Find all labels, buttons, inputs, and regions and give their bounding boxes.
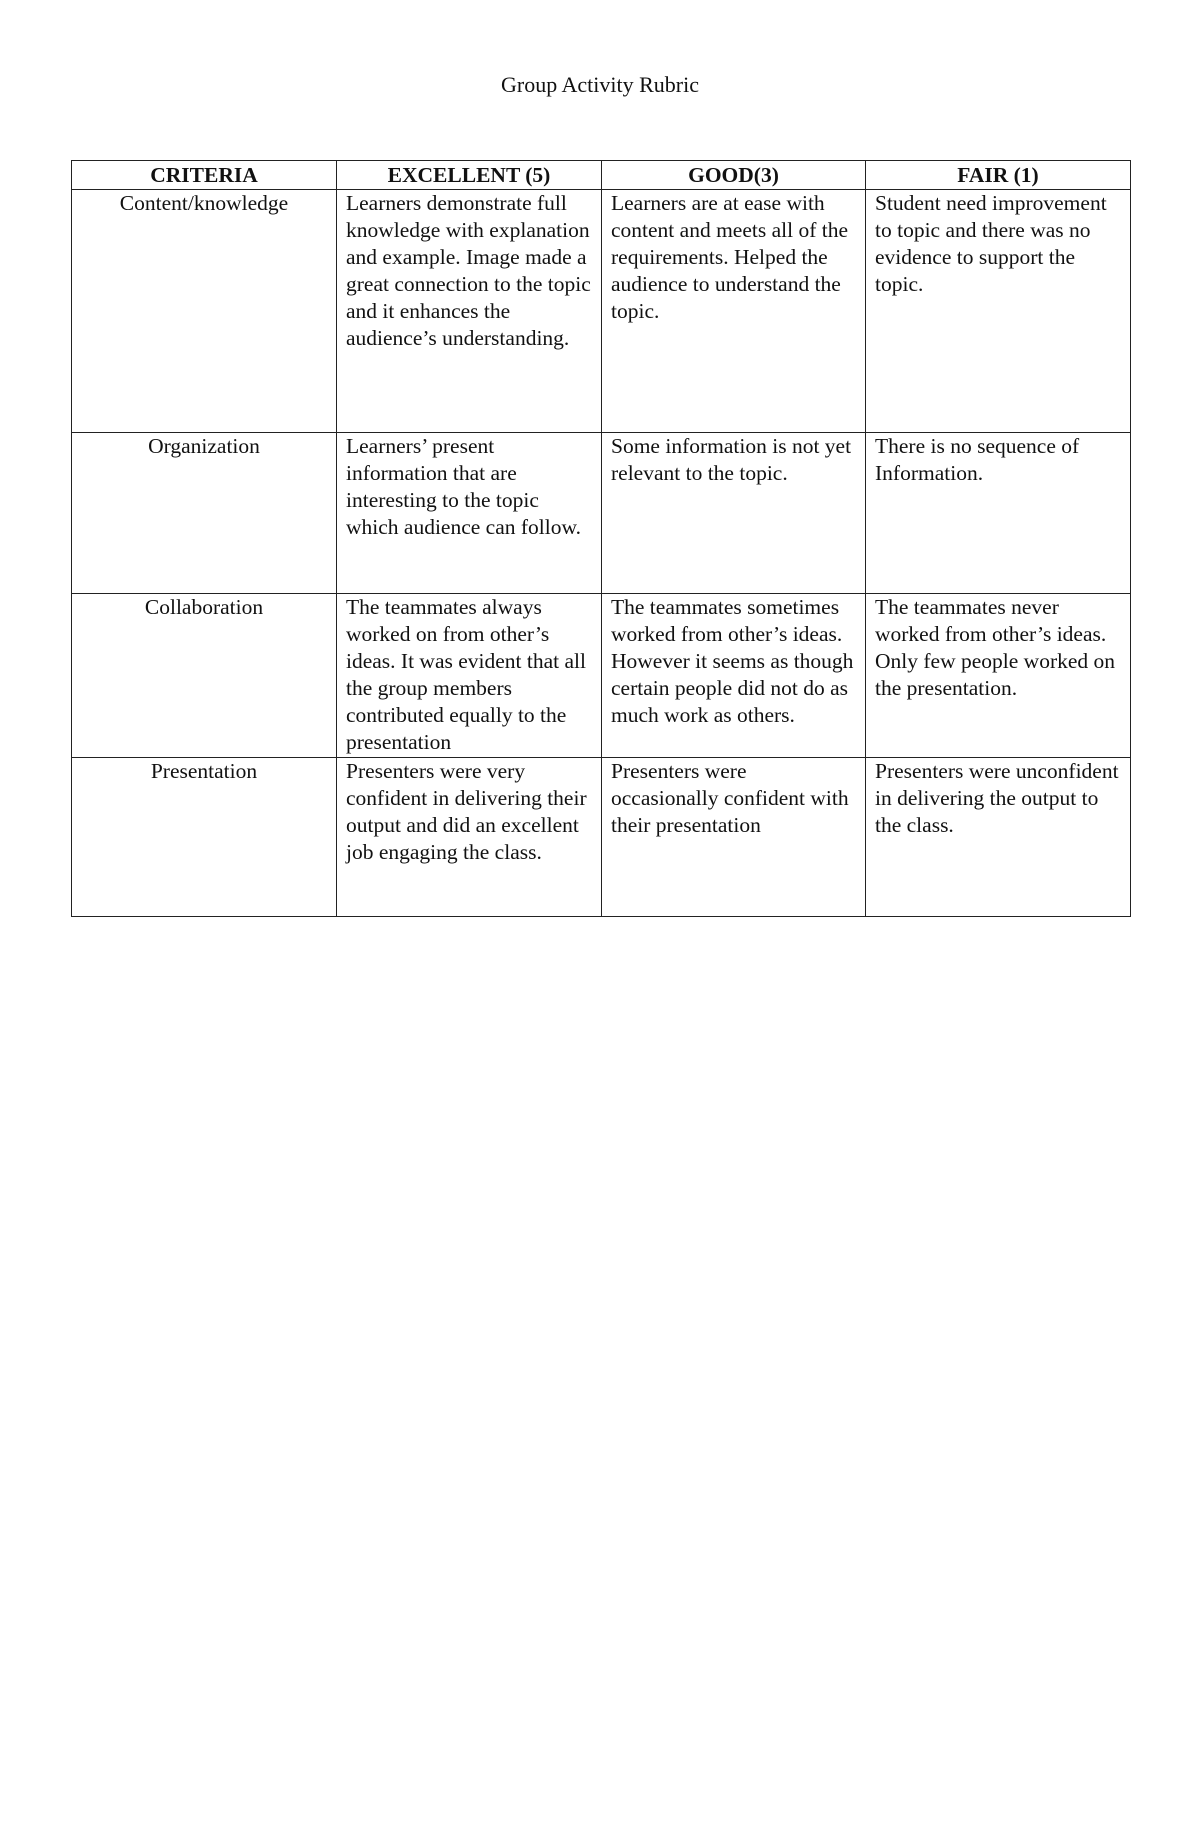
table-row xyxy=(72,190,1131,433)
table-row xyxy=(72,433,1131,594)
criteria-cell: Organization xyxy=(72,433,337,594)
good-cell: Some information is not yet relevant to the topic. xyxy=(602,433,866,594)
criteria-cell: Presentation xyxy=(72,758,337,917)
criteria-cell: Content/knowledge xyxy=(72,190,337,433)
header-excellent: EXCELLENT (5) xyxy=(337,161,602,190)
header-good: GOOD(3) xyxy=(602,161,866,190)
rubric-table xyxy=(71,160,1131,917)
fair-cell: The teammates never worked from other’s ideas. Only few people worked on the presentation. xyxy=(866,594,1131,758)
table-header-row xyxy=(72,161,1131,190)
excellent-cell: Learners demonstrate full knowledge with explanation and example. Image made a great connection to the topic and it enhances the audience’s understanding. xyxy=(337,190,602,433)
good-cell: Learners are at ease with content and meets all of the requirements. Helped the audience to understand the topic. xyxy=(602,190,866,433)
table-row xyxy=(72,758,1131,917)
table-row xyxy=(72,594,1131,758)
header-criteria: CRITERIA xyxy=(72,161,337,190)
excellent-cell: Learners’ present information that are interesting to the topic which audience can follow. xyxy=(337,433,602,594)
excellent-cell: Presenters were very confident in delivering their output and did an excellent job engaging the class. xyxy=(337,758,602,917)
good-cell: The teammates sometimes worked from other’s ideas. However it seems as though certain people did not do as much work as others. xyxy=(602,594,866,758)
good-cell: Presenters were occasionally confident with their presentation xyxy=(602,758,866,917)
page-title: Group Activity Rubric xyxy=(501,72,699,97)
fair-cell: Student need improvement to topic and there was no evidence to support the topic. xyxy=(866,190,1131,433)
fair-cell: There is no sequence of Information. xyxy=(866,433,1131,594)
header-fair: FAIR (1) xyxy=(866,161,1131,190)
excellent-cell: The teammates always worked on from other’s ideas. It was evident that all the group members contributed equally to the presentation xyxy=(337,594,602,758)
criteria-cell: Collaboration xyxy=(72,594,337,758)
fair-cell: Presenters were unconfident in delivering the output to the class. xyxy=(866,758,1131,917)
